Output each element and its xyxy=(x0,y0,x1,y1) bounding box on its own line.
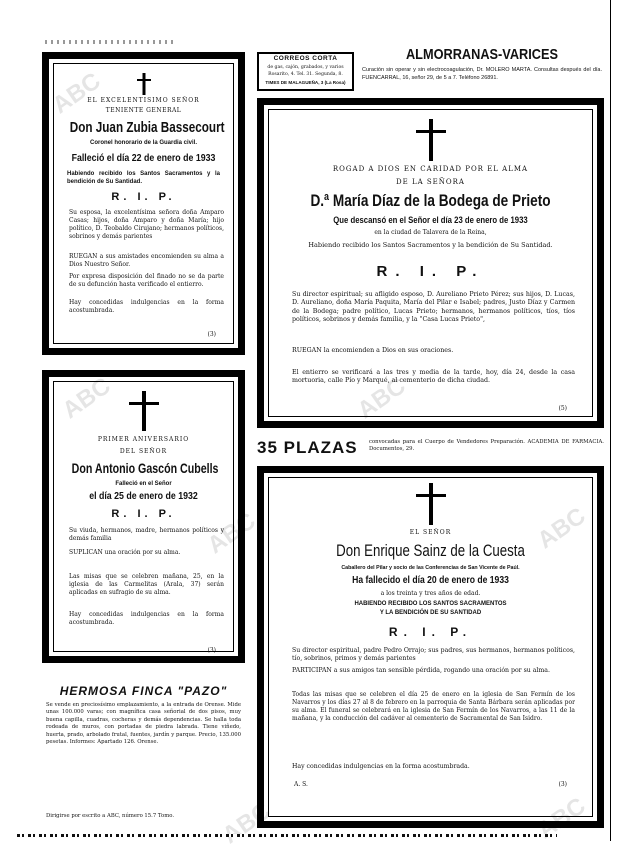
ad-correos-corta xyxy=(257,52,354,91)
enrique-participan: PARTICIPAN a sus amigos tan sensible pérdida, rogando una oración por su alma. xyxy=(292,667,550,674)
ad-almorranas xyxy=(362,46,602,94)
maria-entierro: El entierro se verificará a las tres y media de la tarde, hoy, día 24, desde la casa mortuoria, calle Pío y Marqué, al cementerio de dicha ciudad. xyxy=(292,369,575,385)
juan-died: Falleció el día 22 de enero de 1933 xyxy=(71,153,216,164)
enrique-age: a los treinta y tres años de edad. xyxy=(380,590,481,597)
antonio-del: DEL SEÑOR xyxy=(119,448,168,455)
alm-text: Curación sin operar y sin electrocoagulación, Dr. MOLERO MARTA. Consultas después del día. FUENCARRAL, 16, señor 29, de 5 a 7. Teléfono 26891. xyxy=(362,67,602,81)
antonio-name: Don Antonio Gascón Cubells xyxy=(71,460,219,476)
enrique-died: Ha fallecido el día 20 de enero de 1933 xyxy=(352,575,509,586)
antonio-rip: R. I. P. xyxy=(111,508,176,520)
maria-sacraments: Habiendo recibido los Santos Sacramentos y la bendición de Su Santidad. xyxy=(308,241,553,249)
maria-family: Su director espiritual; su afligido esposo, D. Aureliano Prieto Pérez; sus hijos, D. Lucas, D. Aureliano, doña María Paquita, María del Pilar e Isabel; padres, Justo Díaz y Carmen de la Bodega; padre político, Lucas Prieto; hermanos, hermanos políticos, tíos, tíos políticos, sobrinos y demás familia, y la "Casa Lucas Prieto", xyxy=(292,291,575,324)
cross-icon xyxy=(137,73,151,95)
antonio-misas: Las misas que se celebren mañana, 25, en la iglesia de las Carmelitas (Arala, 37) serán aplicadas en sufragio de su alma. xyxy=(69,573,224,596)
antonio-anniversary: PRIMER ANIVERSARIO xyxy=(97,436,190,443)
correa-title: CORREOS CORTA xyxy=(273,55,338,62)
antonio-indulg: Hay concedidas indulgencias en la forma acostumbrada. xyxy=(69,611,224,626)
cross-icon xyxy=(129,391,159,431)
enrique-rip: R. I. P. xyxy=(388,625,473,639)
obituary-antonio-gascon xyxy=(42,370,245,663)
correa-line1: de gas, cajón, grabados, y varios xyxy=(267,65,344,70)
antonio-number: (3) xyxy=(207,647,216,654)
antonio-family: Su viuda, hermanos, madre, hermanos políticos y demás familia xyxy=(69,527,224,542)
maria-dela: DE LA SEÑORA xyxy=(396,178,465,186)
juan-number: (3) xyxy=(207,331,216,338)
obituary-maria-diaz xyxy=(257,98,604,428)
enrique-name: Don Enrique Sainz de la Cuesta xyxy=(336,541,525,560)
finca-text: Se vende en preciosísimo emplazamiento, a la entrada de Orense. Mide unas 100.000 varas; con magnífica casa señorial de dos pisos, muy buena capilla, cuadras, cocheras y demás dependencias. Se halla toda rodeada de muros, con portadas de piedra labrada. Tiene viñedo, huerta, prado, arbolado frutal, fuentes, jardín y parque. Precio, 135.000 pesetas. Informes: Apartado 126. Orense. xyxy=(46,702,241,746)
cross-icon xyxy=(416,483,446,525)
maria-rip: R. I. P. xyxy=(376,263,485,280)
page-edge-rule xyxy=(610,0,611,841)
enrique-indulg: Hay concedidas indulgencias en la forma acostumbrada. xyxy=(292,763,470,770)
obituary-enrique-sainz xyxy=(257,466,604,828)
ad-35-plazas xyxy=(257,434,604,460)
enrique-family: Su director espiritual, padre Pedro Orrajo; sus padres, sus hermanos, hermanos políticos, tío, sobrinos, primos y demás parientes xyxy=(292,647,575,663)
maria-died: Que descansó en el Señor el día 23 de enero de 1933 xyxy=(333,215,528,225)
juan-role: Coronel honorario de la Guardia civil. xyxy=(89,140,198,146)
correa-line3: TIMES DE MALAGUEÑA, 3 (La Rosa) xyxy=(265,80,346,85)
juan-title-small: EL EXCELENTISIMO SEÑOR xyxy=(87,97,200,104)
maria-name: D.ª María Díaz de la Bodega de Prieto xyxy=(310,191,551,210)
obituary-juan-zubia xyxy=(42,52,245,355)
juan-indulg: Hay concedidas indulgencias en la forma acostumbrada. xyxy=(69,299,224,314)
enrique-misas: Todas las misas que se celebren el día 25 de enero en la iglesia de San Fermín de los Navarros y los días 27 al 8 de febrero en la parroquia de Santa Bárbara serán aplicadas por su alma. El funeral se celebrará en la iglesia de San Fermín de los Navarros, a las 11 de la mañana, y la conducción del cadáver al cementerio de Sacramental de San Isidro. xyxy=(292,691,575,722)
enrique-role: Caballero del Pilar y socio de las Conferencias de San Vicente de Paúl. xyxy=(341,565,520,571)
juan-ruegan: RUEGAN a sus amistades encomienden su alma a Dios Nuestro Señor. xyxy=(69,253,224,268)
enrique-sac1: HABIENDO RECIBIDO LOS SANTOS SACRAMENTOS xyxy=(354,601,507,607)
cross-icon xyxy=(416,119,446,161)
finca-title: HERMOSA FINCA "PAZO" xyxy=(59,684,228,698)
antonio-suplican: SUPLICAN una oración por su alma. xyxy=(69,549,181,556)
abc-watermark: ABC xyxy=(217,797,276,850)
juan-name: Don Juan Zubia Bassecourt xyxy=(69,119,225,136)
plazas-big: 35 PLAZAS xyxy=(257,438,358,457)
antonio-fallecio: Falleció en el Señor xyxy=(115,481,172,487)
juan-rank: TENIENTE GENERAL xyxy=(105,107,182,114)
plazas-text: convocadas para el Cuerpo de Vendedores Preparación. ACADEMIA DE FARMACIA. Documentos, 29. xyxy=(369,439,604,453)
juan-sacraments: Habiendo recibido los Santos Sacramentos y la bendición de Su Santidad. xyxy=(67,171,220,185)
enrique-senor: EL SEÑOR xyxy=(409,529,452,536)
juan-rip: R. I. P. xyxy=(111,191,176,203)
antonio-died: el día 25 de enero de 1932 xyxy=(89,491,198,502)
bottom-print-rule xyxy=(17,834,557,837)
maria-number: (5) xyxy=(558,405,567,412)
finca-footer: Dirigirse por escrito a ABC, número 15.7 Tomo. xyxy=(46,813,175,819)
print-smear xyxy=(45,40,175,44)
enrique-aa: A. S. xyxy=(294,781,308,788)
alm-title: ALMORRANAS-VARICES xyxy=(405,46,559,63)
ad-hermosa-finca xyxy=(42,678,245,828)
enrique-number: (3) xyxy=(558,781,567,788)
maria-rogad: ROGAD A DIOS EN CARIDAD POR EL ALMA xyxy=(332,165,529,173)
juan-tramites: Por expresa disposición del finado no se da parte de su defunción hasta verificado el entierro. xyxy=(69,273,224,288)
maria-ruegan: RUEGAN la encomienden a Dios en sus oraciones. xyxy=(292,347,454,354)
juan-family: Su esposa, la excelentísima señora doña Amparo Casas; hijos, doña Amparo y doña María; hijo político, D. Teobaldo Cirujano; hermanos políticos, sobrinos y demás parientes xyxy=(69,209,224,240)
maria-city: en la ciudad de Talavera de la Reina, xyxy=(374,229,487,236)
enrique-sac2: Y LA BENDICIÓN DE SU SANTIDAD xyxy=(379,610,482,616)
correa-line2: Rosarito, 4. Tel. 31. Segunda, 8. xyxy=(268,72,343,77)
